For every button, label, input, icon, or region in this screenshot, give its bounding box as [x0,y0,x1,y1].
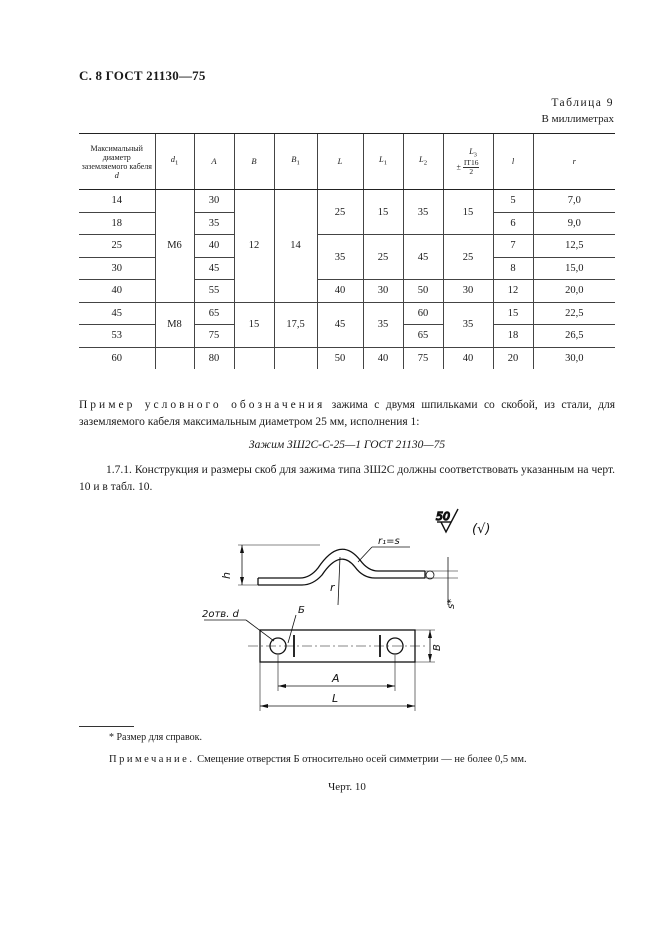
cell-d1: M6 [155,190,194,303]
footnote-rule [79,726,134,727]
cell-a: 40 [194,235,234,258]
cell-a: 80 [194,347,234,369]
cell-r: 22,5 [533,302,615,325]
page-header: С. 8 ГОСТ 21130—75 [79,68,206,83]
cell-l: 50 [317,347,363,369]
example-body: зажима с двумя шпильками со скобой, из стали, для заземляемого кабеля максимальным диаметром 25 мм, исполнения 1: [79,399,615,428]
cell-b1: 17,5 [274,302,317,347]
cell-r: 12,5 [533,235,615,258]
cell-d1: M8 [155,302,194,347]
cell-diameter: 30 [79,257,155,280]
cell-l-small: 15 [493,302,533,325]
cell-diameter: 45 [79,302,155,325]
cell-l2: 45 [403,235,443,280]
roughness-value: 50 [436,510,450,523]
table-row [79,347,615,369]
cell-l: 25 [317,190,363,235]
cell-a: 65 [194,302,234,325]
cell-r: 30,0 [533,347,615,369]
cell-l: 35 [317,235,363,280]
label-r1-s: r₁=s [378,536,400,547]
cell-b1 [274,347,317,369]
table-header-row [79,134,615,190]
cell-b: 12 [234,190,274,303]
clamp-bracket-drawing [200,505,491,710]
cell-l-small: 12 [493,280,533,303]
cell-r: 26,5 [533,325,615,348]
cell-l-small: 7 [493,235,533,258]
cell-diameter: 53 [79,325,155,348]
label-hole-b: Б [298,605,305,616]
label-l: L [332,692,339,705]
cell-l3: 25 [443,235,493,280]
header-l: L [317,134,363,190]
cell-r: 7,0 [533,190,615,213]
cell-l-small: 5 [493,190,533,213]
cell-diameter: 18 [79,212,155,235]
clause-1-7-1: 1.7.1. Конструкция и размеры скоб для зажима типа ЗШ2С должны соответствовать указанным на черт. 10 и в табл. 10. [79,464,615,493]
cell-l3: 40 [443,347,493,369]
example-lead: Пример условного обозначения [79,399,326,411]
header-r: r [533,134,615,190]
bracket-plan-view [204,615,435,711]
cell-r: 15,0 [533,257,615,280]
note-text: Смещение отверстия Б относительно осей симметрии — не более 0,5 мм. [197,754,527,765]
header-l1: $L_1$ [363,134,403,190]
cell-l2: 60 [403,302,443,325]
cell-l2: 50 [403,280,443,303]
cell-l-small: 18 [493,325,533,348]
cell-diameter: 60 [79,347,155,369]
header-diameter: Максимальный диаметр заземляемого кабеля d [79,134,155,190]
header-b: B [234,134,274,190]
cell-b [234,347,274,369]
header-d1: $d_1$ [155,134,194,190]
bracket-side-view [238,545,458,605]
cell-l1: 40 [363,347,403,369]
label-s: s* [446,598,457,609]
example-paragraph [79,397,615,431]
cell-diameter: 40 [79,280,155,303]
cell-l2: 65 [403,325,443,348]
cell-b: 15 [234,302,274,347]
figure-caption: Черт. 10 [328,781,366,793]
cell-b1: 14 [274,190,317,303]
cell-l3: 15 [443,190,493,235]
table-caption: Таблица 9 [551,97,614,109]
cell-l-small: 6 [493,212,533,235]
label-r: r [330,581,335,594]
cell-l-small: 8 [493,257,533,280]
cell-d1 [155,347,194,369]
roughness-paren: (√) [472,522,491,537]
dimensions-table [79,133,615,369]
cell-l1: 30 [363,280,403,303]
roughness-symbol [436,509,490,537]
header-l3: $L_3$ ± $\frac{IT16}{2}$ [443,134,493,190]
cell-r: 9,0 [533,212,615,235]
label-holes: 2отв. d [202,609,239,620]
cell-l2: 75 [403,347,443,369]
cell-l: 40 [317,280,363,303]
cell-a: 45 [194,257,234,280]
cell-l3: 35 [443,302,493,347]
header-a: A [194,134,234,190]
cell-l: 45 [317,302,363,347]
label-a: A [332,672,340,685]
cell-a: 55 [194,280,234,303]
header-l2: $L_2$ [403,134,443,190]
label-h: h [220,572,233,579]
cell-l1: 35 [363,302,403,347]
cell-a: 30 [194,190,234,213]
cell-l-small: 20 [493,347,533,369]
note [109,754,527,765]
footnote: * Размер для справок. [109,732,202,743]
cell-a: 75 [194,325,234,348]
designation-example: Зажим ЗШ2С-С-25—1 ГОСТ 21130—75 [248,439,446,451]
table-row [79,190,615,213]
header-l-small: l [493,134,533,190]
table-units: В миллиметрах [541,113,614,125]
label-b: B [432,644,443,651]
cell-diameter: 14 [111,195,122,207]
cell-a: 35 [194,212,234,235]
cell-l3: 30 [443,280,493,303]
cell-r: 20,0 [533,280,615,303]
cell-l2: 35 [403,190,443,235]
note-lead: Примечание. [109,754,195,765]
table-row [79,302,615,325]
cell-l1: 15 [363,190,403,235]
cell-l1: 25 [363,235,403,280]
header-b1: $B_1$ [274,134,317,190]
cell-diameter: 25 [79,235,155,258]
